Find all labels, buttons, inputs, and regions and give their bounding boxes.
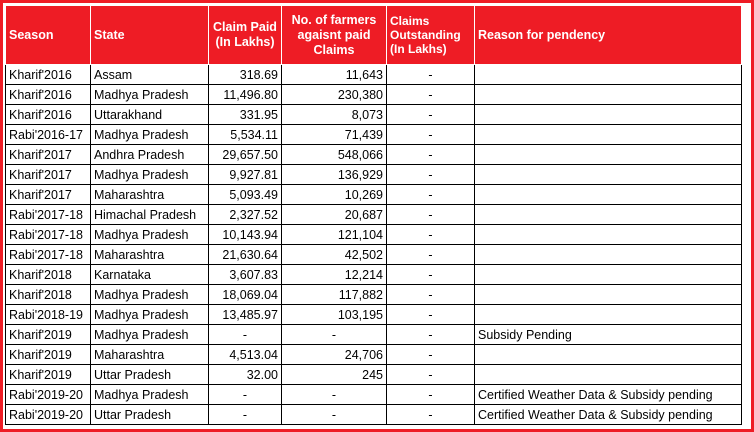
table-row	[6, 145, 742, 165]
cell-claim-paid: -	[209, 385, 282, 405]
cell-outstanding: -	[387, 405, 475, 425]
cell-outstanding: -	[387, 305, 475, 325]
cell-claim-paid: 21,630.64	[209, 245, 282, 265]
table-row	[6, 365, 742, 385]
cell-season: Kharif'2016	[6, 85, 91, 105]
cell-state: Madhya Pradesh	[91, 125, 209, 145]
cell-outstanding: -	[387, 85, 475, 105]
table-row	[6, 205, 742, 225]
cell-claim-paid: 10,143.94	[209, 225, 282, 245]
header-season: Season	[6, 6, 91, 65]
cell-season: Kharif'2018	[6, 285, 91, 305]
cell-reason	[475, 205, 742, 225]
cell-state: Madhya Pradesh	[91, 165, 209, 185]
table-row	[6, 125, 742, 145]
table-row	[6, 385, 742, 405]
cell-farmers: 117,882	[282, 285, 387, 305]
cell-farmers: 12,214	[282, 265, 387, 285]
cell-outstanding: -	[387, 245, 475, 265]
cell-state: Andhra Pradesh	[91, 145, 209, 165]
cell-farmers: 103,195	[282, 305, 387, 325]
cell-reason	[475, 85, 742, 105]
cell-outstanding: -	[387, 225, 475, 245]
cell-claim-paid: 5,093.49	[209, 185, 282, 205]
cell-season: Kharif'2019	[6, 325, 91, 345]
cell-farmers: 10,269	[282, 185, 387, 205]
cell-season: Kharif'2017	[6, 185, 91, 205]
cell-season: Kharif'2017	[6, 145, 91, 165]
cell-state: Uttarakhand	[91, 105, 209, 125]
cell-claim-paid: 11,496.80	[209, 85, 282, 105]
cell-claim-paid: 3,607.83	[209, 265, 282, 285]
cell-outstanding: -	[387, 145, 475, 165]
cell-claim-paid: -	[209, 325, 282, 345]
header-outstanding: Claims Outstanding (In Lakhs)	[387, 6, 475, 65]
table-row	[6, 65, 742, 85]
cell-outstanding: -	[387, 165, 475, 185]
table-row	[6, 345, 742, 365]
cell-season: Kharif'2017	[6, 165, 91, 185]
table-row	[6, 185, 742, 205]
table-row	[6, 85, 742, 105]
cell-reason: Certified Weather Data & Subsidy pending	[475, 405, 742, 425]
cell-claim-paid: 4,513.04	[209, 345, 282, 365]
cell-farmers: 42,502	[282, 245, 387, 265]
cell-season: Kharif'2019	[6, 365, 91, 385]
cell-season: Rabi'2018-19	[6, 305, 91, 325]
cell-claim-paid: 331.95	[209, 105, 282, 125]
cell-season: Rabi'2017-18	[6, 225, 91, 245]
table-row	[6, 305, 742, 325]
table-row	[6, 225, 742, 245]
cell-farmers: 20,687	[282, 205, 387, 225]
cell-season: Kharif'2016	[6, 105, 91, 125]
cell-state: Madhya Pradesh	[91, 325, 209, 345]
table-body	[6, 65, 742, 425]
cell-outstanding: -	[387, 265, 475, 285]
cell-outstanding: -	[387, 385, 475, 405]
cell-claim-paid: 5,534.11	[209, 125, 282, 145]
cell-claim-paid: 2,327.52	[209, 205, 282, 225]
cell-state: Madhya Pradesh	[91, 225, 209, 245]
cell-farmers: -	[282, 405, 387, 425]
cell-outstanding: -	[387, 65, 475, 85]
cell-claim-paid: 318.69	[209, 65, 282, 85]
cell-state: Assam	[91, 65, 209, 85]
cell-reason: Subsidy Pending	[475, 325, 742, 345]
header-claim-paid: Claim Paid (In Lakhs)	[209, 6, 282, 65]
cell-reason	[475, 165, 742, 185]
table-row	[6, 105, 742, 125]
cell-reason	[475, 265, 742, 285]
cell-farmers: 71,439	[282, 125, 387, 145]
cell-season: Rabi'2019-20	[6, 405, 91, 425]
cell-state: Maharashtra	[91, 245, 209, 265]
cell-state: Madhya Pradesh	[91, 305, 209, 325]
cell-season: Rabi'2017-18	[6, 205, 91, 225]
cell-reason	[475, 65, 742, 85]
cell-outstanding: -	[387, 125, 475, 145]
cell-state: Madhya Pradesh	[91, 85, 209, 105]
cell-state: Maharashtra	[91, 345, 209, 365]
cell-state: Himachal Pradesh	[91, 205, 209, 225]
cell-claim-paid: 9,927.81	[209, 165, 282, 185]
cell-state: Madhya Pradesh	[91, 285, 209, 305]
cell-farmers: 136,929	[282, 165, 387, 185]
cell-state: Karnataka	[91, 265, 209, 285]
cell-outstanding: -	[387, 105, 475, 125]
cell-farmers: 8,073	[282, 105, 387, 125]
cell-farmers: 11,643	[282, 65, 387, 85]
cell-farmers: -	[282, 385, 387, 405]
cell-outstanding: -	[387, 185, 475, 205]
cell-season: Kharif'2019	[6, 345, 91, 365]
cell-state: Uttar Pradesh	[91, 365, 209, 385]
cell-farmers: 245	[282, 365, 387, 385]
cell-reason	[475, 105, 742, 125]
cell-season: Rabi'2017-18	[6, 245, 91, 265]
cell-outstanding: -	[387, 205, 475, 225]
table-row	[6, 245, 742, 265]
cell-reason	[475, 305, 742, 325]
cell-state: Uttar Pradesh	[91, 405, 209, 425]
cell-farmers: -	[282, 325, 387, 345]
cell-reason	[475, 345, 742, 365]
table-row	[6, 325, 742, 345]
cell-outstanding: -	[387, 285, 475, 305]
header-row	[6, 6, 742, 65]
table-row	[6, 405, 742, 425]
cell-farmers: 548,066	[282, 145, 387, 165]
cell-reason	[475, 145, 742, 165]
cell-reason	[475, 285, 742, 305]
cell-reason	[475, 125, 742, 145]
cell-farmers: 230,380	[282, 85, 387, 105]
cell-outstanding: -	[387, 365, 475, 385]
cell-claim-paid: 32.00	[209, 365, 282, 385]
cell-season: Rabi'2016-17	[6, 125, 91, 145]
cell-farmers: 24,706	[282, 345, 387, 365]
cell-state: Madhya Pradesh	[91, 385, 209, 405]
table-row	[6, 285, 742, 305]
cell-claim-paid: 29,657.50	[209, 145, 282, 165]
cell-claim-paid: 18,069.04	[209, 285, 282, 305]
table-row	[6, 165, 742, 185]
cell-season: Rabi'2019-20	[6, 385, 91, 405]
cell-season: Kharif'2018	[6, 265, 91, 285]
cell-reason: Certified Weather Data & Subsidy pending	[475, 385, 742, 405]
cell-outstanding: -	[387, 345, 475, 365]
cell-reason	[475, 245, 742, 265]
header-farmers: No. of farmers agaisnt paid Claims	[282, 6, 387, 65]
header-reason: Reason for pendency	[475, 6, 742, 65]
cell-reason	[475, 225, 742, 245]
cell-reason	[475, 185, 742, 205]
cell-reason	[475, 365, 742, 385]
table-row	[6, 265, 742, 285]
header-state: State	[91, 6, 209, 65]
cell-claim-paid: -	[209, 405, 282, 425]
cell-season: Kharif'2016	[6, 65, 91, 85]
claims-table	[5, 5, 742, 425]
cell-outstanding: -	[387, 325, 475, 345]
cell-claim-paid: 13,485.97	[209, 305, 282, 325]
cell-farmers: 121,104	[282, 225, 387, 245]
cell-state: Maharashtra	[91, 185, 209, 205]
